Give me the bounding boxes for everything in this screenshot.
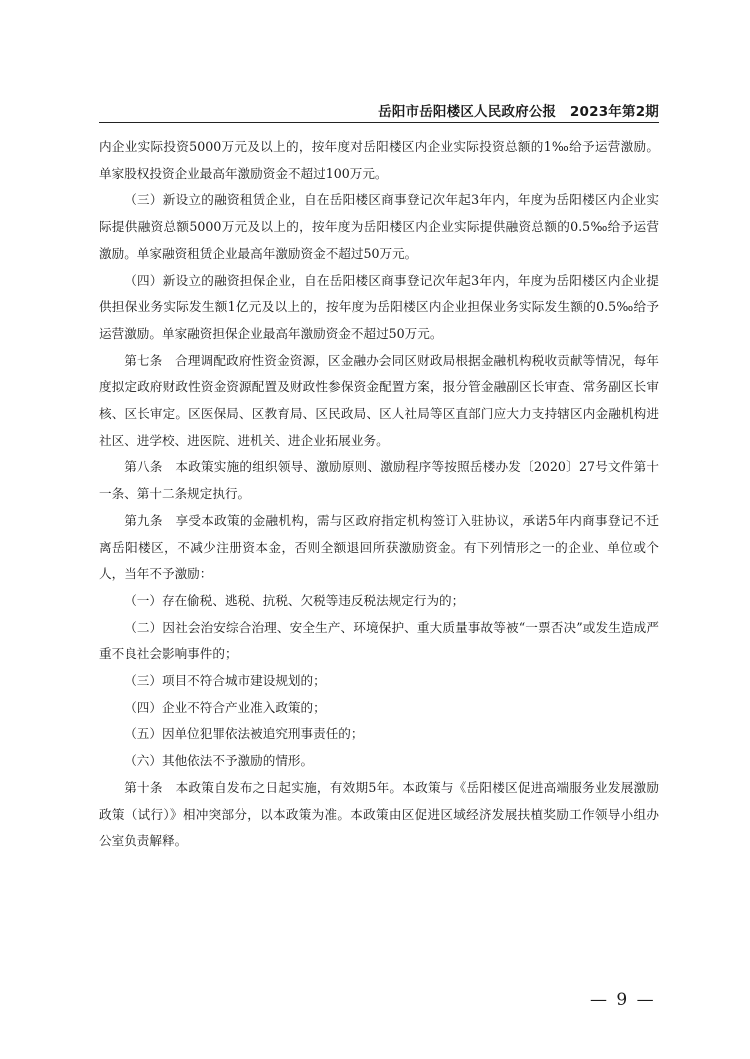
article-8: 第八条 本政策实施的组织领导、激励原则、激励程序等按照岳楼办发〔2020〕27号文件第十一条、第十二条规定执行。 [99,459,659,502]
gazette-title: 岳阳市岳阳楼区人民政府公报 2023年第2期 [378,104,659,120]
document-body [99,134,659,855]
page-header [99,100,659,123]
paragraph-continuation: 内企业实际投资5000万元及以上的，按年度对岳阳楼区内企业实际投资总额的1‰给予运营激励。单家股权投资企业最高年激励资金不超过100万元。 [99,139,659,181]
article-7: 第七条 合理调配政府性资金资源，区金融办会同区财政局根据金融机构税收贡献等情况，每年度拟定政府财政性资金资源配置及财政性参保资金配置方案，报分管金融副区长审查、常务副区长审核、区长审定。区医保局、区教育局、区民政局、区人社局等区直部门应大力支持辖区内金融机构进社区、进学校、进医院、进机关、进企业拓展业务。 [99,352,659,448]
article-9-item-3: （三）项目不符合城市建设规划的； [124,673,326,689]
article-10: 第十条 本政策自发布之日起实施，有效期5年。本政策与《岳阳楼区促进高端服务业发展激励政策（试行）》相冲突部分，以本政策为准。本政策由区促进区域经济发展扶植奖励工作领导小组办公室负责解释。 [99,779,659,849]
article-9-item-4: （四）企业不符合产业准入政策的； [124,699,326,715]
paragraph-item-4: （四）新设立的融资担保企业，自在岳阳楼区商事登记次年起3年内，年度为岳阳楼区内企业提供担保业务实际发生额1亿元及以上的，按年度为岳阳楼区内企业担保业务实际发生额的0.5‰给予运营激励。单家融资担保企业最高年激励资金不超过50万元。 [99,272,659,341]
article-9-item-2: （二）因社会治安综合治理、安全生产、环境保护、重大质量事故等被“一票否决”或发生造成严重不良社会影响事件的； [99,619,659,662]
article-9-item-6: （六）其他依法不予激励的情形。 [124,753,314,769]
article-9-item-5: （五）因单位犯罪依法被追究刑事责任的； [124,726,364,742]
page-number: — 9 — [590,990,656,1010]
article-9: 第九条 享受本政策的金融机构，需与区政府指定机构签订入驻协议，承诺5年内商事登记不迁离岳阳楼区，不减少注册资本金，否则全额退回所获激励资金。有下列情形之一的企业、单位或个人，当年不予激励： [99,512,659,582]
paragraph-item-3: （三）新设立的融资租赁企业，自在岳阳楼区商事登记次年起3年内，年度为岳阳楼区内企业实际提供融资总额5000万元及以上的，按年度为岳阳楼区内企业实际提供融资总额的0.5‰给予运营激励。单家融资租赁企业最高年激励资金不超过50万元。 [99,192,659,261]
article-9-item-1: （一）存在偷税、逃税、抗税、欠税等违反税法规定行为的； [124,592,465,608]
